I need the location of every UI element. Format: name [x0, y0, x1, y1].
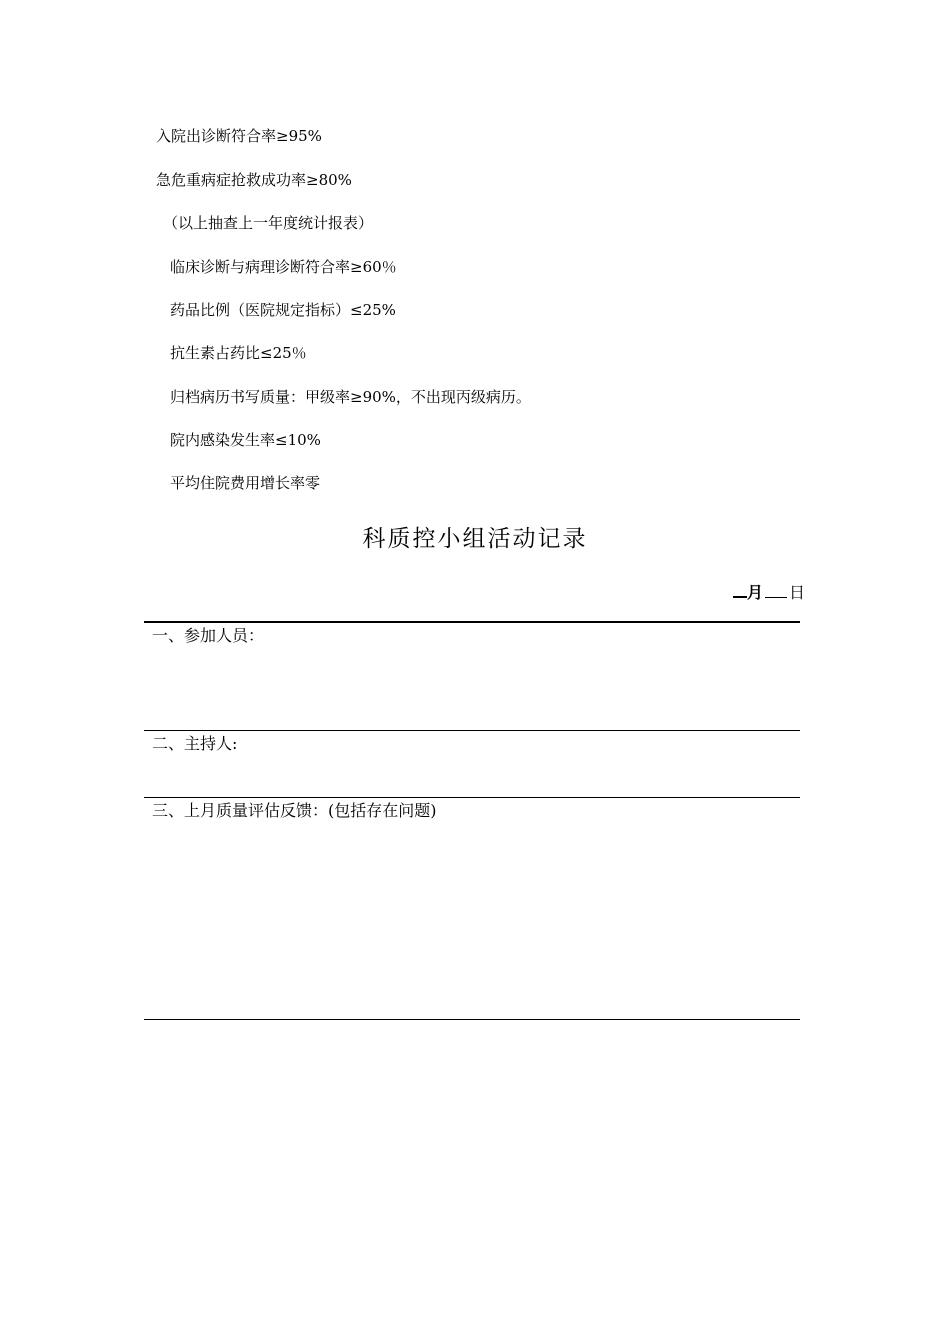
indicator-emergency-rescue: 急危重病症抢救成功率≥80%: [156, 171, 352, 189]
section-quality-feedback: 三、上月质量评估反馈：(包括存在问题): [152, 801, 437, 820]
date-field: [733, 582, 805, 604]
divider-participants: [144, 730, 800, 731]
indicator-cost-growth: 平均住院费用增长率零: [170, 474, 321, 492]
divider-bottom: [144, 1019, 800, 1020]
section-host: 二、主持人:: [152, 734, 238, 753]
indicator-note-annual-report: （以上抽查上一年度统计报表）: [163, 214, 374, 232]
record-title: 科质控小组活动记录: [362, 526, 588, 552]
day-blank: [765, 583, 787, 598]
month-blank: [733, 582, 747, 598]
indicator-antibiotic-ratio: 抗生素占药比≤25％: [170, 344, 307, 362]
day-label: 日: [788, 583, 805, 602]
section-participants: 一、参加人员：: [152, 626, 265, 645]
indicator-pathology-diagnosis: 临床诊断与病理诊断符合率≥60％: [170, 258, 397, 276]
indicator-drug-ratio: 药品比例（医院规定指标）≤25%: [170, 301, 396, 319]
month-label: 月: [746, 583, 763, 602]
indicator-admission-diagnosis: 入院出诊断符合率≥95%: [156, 127, 322, 145]
indicator-medical-record-quality: 归档病历书写质量：甲级率≥90%，不出现丙级病历。: [170, 388, 531, 406]
divider-host: [144, 797, 800, 798]
indicator-infection-rate: 院内感染发生率≤10%: [170, 431, 321, 449]
divider-top: [144, 621, 800, 623]
